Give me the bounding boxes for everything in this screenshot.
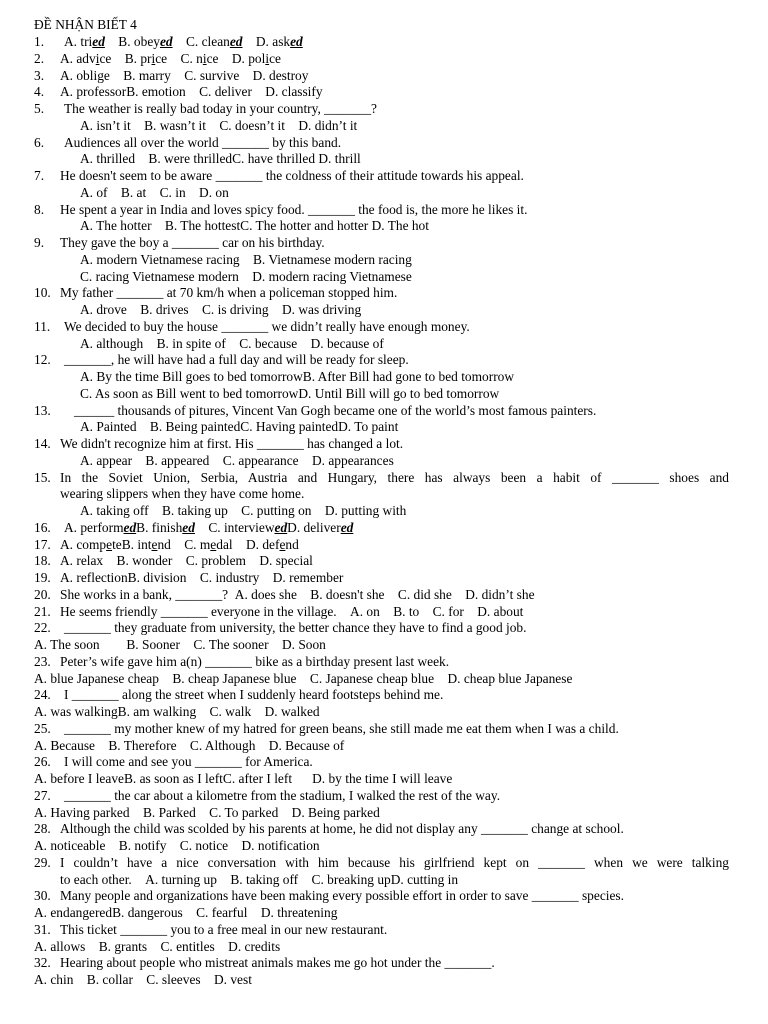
text-segment: A. was walkingB. am walking C. walk D. walked (34, 704, 320, 719)
answer-options-line (0, 486, 768, 503)
text-segment: nd C. m (157, 536, 211, 552)
answer-options-line (0, 704, 768, 721)
text-segment: ce C. n (155, 50, 203, 66)
question-number: 28. (34, 821, 51, 837)
question-line (0, 352, 768, 369)
question-line (0, 721, 768, 738)
question-number: 6. (34, 134, 45, 150)
question-number: 13. (34, 402, 51, 418)
text-segment: D. ask (242, 34, 291, 49)
text-segment: A. blue Japanese cheap B. cheap Japanese blue C. Japanese cheap blue D. cheap blue Japanese (34, 670, 573, 686)
question-line (0, 84, 768, 101)
options-text (80, 369, 514, 386)
answer-options-line (0, 419, 768, 436)
question-line (0, 955, 768, 972)
text-segment: A. professorB. emotion C. deliver D. classify (60, 84, 323, 100)
answer-options-line (0, 905, 768, 922)
question-number: 32. (34, 955, 51, 971)
question-text (60, 51, 281, 68)
text-segment: to each other. A. turning up B. taking off C. breaking upD. cutting in (60, 871, 459, 887)
question-line (0, 135, 768, 152)
question-number: 11. (34, 318, 51, 334)
text-segment: A. noticeable B. notify C. notice D. notification (34, 838, 320, 853)
text-segment: We decided to buy the house _______ we didn’t really have enough money. (64, 318, 470, 334)
question-line (0, 101, 768, 118)
answer-options-line (0, 218, 768, 235)
answer-options-line (0, 336, 768, 353)
question-text (64, 135, 341, 152)
question-text (60, 888, 624, 905)
text-segment: A. Painted B. Being paintedC. Having paintedD. To paint (80, 419, 399, 435)
question-text (64, 721, 619, 738)
question-line (0, 68, 768, 85)
question-number: 27. (34, 787, 51, 803)
answer-options-line (0, 503, 768, 520)
text-segment: He doesn't seem to be aware _______ the coldness of their attitude towards his appeal. (60, 168, 524, 183)
answer-options-line (0, 939, 768, 956)
text-segment: ce D. pol (206, 50, 266, 66)
question-line (0, 285, 768, 302)
emphasized-segment: ed (182, 519, 195, 535)
question-line (0, 922, 768, 939)
answer-options-line (0, 302, 768, 319)
text-segment: A. perform (64, 519, 124, 535)
question-text (60, 955, 495, 972)
text-segment: A. The soon B. Sooner C. The sooner D. Soon (34, 637, 326, 652)
answer-options-line (0, 771, 768, 788)
question-line (0, 51, 768, 68)
options-text (80, 252, 412, 269)
options-text (60, 872, 458, 889)
text-segment: A. taking off B. taking up C. putting on D. putting with (80, 503, 407, 518)
text-segment: I will come and see you _______ for America. (64, 754, 313, 770)
question-text (64, 101, 377, 118)
question-text (64, 687, 443, 704)
answer-options-line (0, 185, 768, 202)
text-segment: A. reflectionB. division C. industry D. remember (60, 570, 344, 585)
question-line (0, 570, 768, 587)
text-segment: ce B. pr (99, 50, 152, 66)
question-list (0, 34, 768, 989)
emphasized-segment: i (151, 50, 156, 66)
question-text (60, 470, 729, 487)
emphasized-segment: e (210, 536, 217, 552)
question-number: 12. (34, 352, 51, 368)
text-segment: A. although B. in spite of C. because D. because of (80, 335, 384, 351)
question-number: 18. (34, 553, 51, 569)
question-number: 20. (34, 586, 51, 602)
emphasized-segment: ed (159, 34, 173, 49)
options-text (34, 771, 452, 788)
options-text (80, 151, 361, 168)
question-line (0, 821, 768, 838)
text-segment: C. As soon as Bill went to bed tomorrowD. Until Bill will go to bed tomorrow (80, 385, 500, 401)
text-segment: A. endangeredB. dangerous C. fearful D. threatening (34, 905, 338, 920)
question-line (0, 436, 768, 453)
answer-options-line (0, 671, 768, 688)
question-text (60, 168, 524, 185)
emphasized-segment: ed (290, 34, 303, 49)
options-text (34, 738, 344, 755)
text-segment: C. clean (172, 34, 230, 49)
options-text (34, 704, 320, 721)
question-number: 22. (34, 620, 51, 636)
question-text (64, 520, 353, 537)
question-line (0, 620, 768, 637)
question-line (0, 319, 768, 336)
options-text (34, 805, 380, 822)
question-line (0, 788, 768, 805)
text-segment: D. deliver (287, 519, 341, 535)
question-text (64, 34, 303, 51)
question-number: 14. (34, 436, 51, 451)
question-number: 19. (34, 570, 51, 585)
question-text (60, 285, 397, 302)
answer-options-line (0, 838, 768, 855)
question-line (0, 470, 768, 487)
emphasized-segment: i (202, 50, 207, 66)
emphasized-segment: e (151, 536, 158, 552)
answer-options-line (0, 805, 768, 822)
question-text (60, 84, 323, 101)
answer-options-line (0, 369, 768, 386)
question-text (64, 788, 500, 805)
text-segment: B. finish (136, 519, 183, 535)
question-text (64, 754, 313, 771)
question-number: 24. (34, 687, 51, 703)
text-segment: In the Soviet Union, Serbia, Austria and Hungary, there has always been a habit of _______ shoes and (60, 469, 729, 485)
question-text (64, 352, 409, 369)
text-segment: A. of B. at C. in D. on (80, 184, 229, 200)
text-segment: ce (269, 50, 281, 66)
question-number: 4. (34, 84, 45, 100)
emphasized-segment: i (95, 50, 100, 66)
answer-options-line (0, 118, 768, 135)
question-number: 25. (34, 720, 51, 736)
text-segment: _______ they graduate from university, the better chance they have to find a good job. (64, 620, 527, 636)
options-text (80, 269, 412, 286)
emphasized-segment: ed (229, 34, 243, 49)
text-segment: A. Because B. Therefore C. Although D. Because of (34, 737, 345, 753)
question-line (0, 654, 768, 671)
options-text (80, 218, 429, 235)
text-segment: _______ my mother knew of my hatred for green beans, she still made me eat them when I was a child. (64, 720, 619, 736)
text-segment: _______ the car about a kilometre from the stadium, I walked the rest of the way. (64, 787, 501, 803)
question-line (0, 537, 768, 554)
question-text (64, 319, 470, 336)
text-segment: A. comp (60, 536, 107, 552)
text-segment: Peter’s wife gave him a(n) _______ bike as a birthday present last week. (60, 653, 450, 669)
answer-options-line (0, 252, 768, 269)
question-text (60, 604, 523, 621)
text-segment: C. interview (194, 519, 275, 535)
emphasized-segment: i (265, 50, 270, 66)
text-segment: A. before I leaveB. as soon as I leftC. after I left D. by the time I will leave (34, 771, 453, 786)
text-segment: A. modern Vietnamese racing B. Vietnamese modern racing (80, 251, 412, 267)
answer-options-line (0, 269, 768, 286)
question-number: 7. (34, 168, 45, 183)
question-text (60, 587, 535, 604)
question-line (0, 687, 768, 704)
answer-options-line (0, 637, 768, 654)
text-segment: wearing slippers when they have come home. (60, 486, 305, 502)
question-number: 21. (34, 603, 51, 619)
options-text (34, 972, 252, 989)
question-text (60, 436, 403, 453)
question-number: 1. (34, 34, 45, 49)
question-line (0, 235, 768, 252)
answer-options-line (0, 738, 768, 755)
text-segment: A. appear B. appeared C. appearance D. appearances (80, 452, 394, 468)
text-segment: A. relax B. wonder C. problem D. special (60, 553, 313, 569)
page-title: ĐỀ NHẬN BIẾT 4 (34, 17, 137, 32)
options-text (80, 503, 406, 520)
answer-options-line (0, 872, 768, 889)
text-segment: I _______ along the street when I suddenly heard footsteps behind me. (64, 687, 444, 703)
question-number: 30. (34, 888, 51, 904)
question-number: 8. (34, 201, 45, 217)
question-text (60, 68, 308, 85)
question-line (0, 604, 768, 621)
text-segment: We didn't recognize him at first. His _______ has changed a lot. (60, 436, 404, 451)
text-segment: A. The hotter B. The hottestC. The hotter and hotter D. The hot (80, 218, 429, 234)
text-segment: Although the child was scolded by his parents at home, he did not display any _______ change at school. (60, 821, 624, 837)
options-text (80, 118, 357, 135)
question-text (60, 922, 387, 939)
text-segment: A. oblige B. marry C. survive D. destroy (60, 67, 309, 83)
text-segment: _______, he will have had a full day and will be ready for sleep. (64, 352, 409, 368)
text-segment: I couldn’t have a nice conversation with him because his girlfriend kept on _______ when we were talking (60, 854, 729, 870)
text-segment: She works in a bank, _______? A. does she B. doesn't she C. did she D. didn’t she (60, 586, 535, 602)
emphasized-segment: e (106, 536, 113, 552)
question-number: 17. (34, 536, 51, 552)
options-text (80, 453, 394, 470)
text-segment: This ticket _______ you to a free meal in our new restaurant. (60, 921, 388, 937)
text-segment: teB. int (112, 536, 152, 552)
text-segment: dal D. def (216, 536, 280, 552)
question-text (74, 403, 596, 420)
emphasized-segment: ed (92, 34, 105, 49)
options-text (34, 671, 572, 688)
question-number: 26. (34, 754, 51, 770)
question-number: 5. (34, 101, 45, 116)
question-line (0, 520, 768, 537)
text-segment: A. Having parked B. Parked C. To parked D. Being parked (34, 804, 380, 820)
question-number: 16. (34, 519, 51, 535)
options-text (34, 939, 280, 956)
question-number: 9. (34, 235, 45, 250)
question-line (0, 553, 768, 570)
question-text (60, 821, 624, 838)
text-segment: The weather is really bad today in your country, _______? (64, 101, 377, 116)
text-segment: A. adv (60, 50, 96, 66)
text-segment: He spent a year in India and loves spicy food. _______ the food is, the more he likes it. (60, 201, 528, 217)
question-text (60, 855, 729, 872)
options-text (80, 336, 384, 353)
text-segment: He seems friendly _______ everyone in the village. A. on B. to C. for D. about (60, 603, 524, 619)
text-segment: ______ thousands of pitures, Vincent Van Gogh became one of the world’s most famous painters. (74, 402, 597, 418)
question-text (60, 235, 325, 252)
question-line (0, 202, 768, 219)
text-segment: They gave the boy a _______ car on his birthday. (60, 235, 325, 250)
options-text (80, 185, 229, 202)
emphasized-segment: e (279, 536, 286, 552)
answer-options-line (0, 386, 768, 403)
text-segment: A. thrilled B. were thrilledC. have thrilled D. thrill (80, 151, 361, 167)
text-segment: Audiences all over the world _______ by this band. (64, 134, 342, 150)
text-segment: Many people and organizations have been making every possible effort in order to save _______ species. (60, 888, 624, 904)
text-segment: A. drove B. drives C. is driving D. was driving (80, 302, 362, 317)
text-segment: C. racing Vietnamese modern D. modern racing Vietnamese (80, 268, 412, 284)
question-number: 23. (34, 653, 51, 669)
text-segment: Hearing about people who mistreat animals makes me go hot under the _______. (60, 955, 495, 971)
question-text (60, 202, 527, 219)
options-text (80, 419, 398, 436)
text-segment: My father _______ at 70 km/h when a policeman stopped him. (60, 285, 398, 301)
question-line (0, 855, 768, 872)
text-segment: nd (285, 536, 299, 552)
text-segment: A. tri (64, 34, 93, 49)
question-line (0, 403, 768, 420)
question-text (60, 570, 343, 587)
question-number: 15. (34, 469, 51, 485)
question-line (0, 587, 768, 604)
question-text (60, 654, 449, 671)
question-line (0, 888, 768, 905)
text-segment: A. By the time Bill goes to bed tomorrowB. After Bill had gone to bed tomorrow (80, 369, 515, 384)
question-text (60, 553, 313, 570)
question-line (0, 34, 768, 51)
emphasized-segment: ed (340, 519, 354, 535)
text-segment: A. isn’t it B. wasn’t it C. doesn’t it D. didn’t it (80, 117, 358, 133)
question-number: 31. (34, 921, 51, 937)
question-line (0, 168, 768, 185)
text-segment: A. allows B. grants C. entitles D. credits (34, 938, 281, 954)
question-number: 3. (34, 67, 45, 83)
options-text (34, 838, 320, 855)
options-text (80, 302, 361, 319)
question-text (64, 620, 526, 637)
answer-options-line (0, 151, 768, 168)
options-text (80, 386, 499, 403)
question-line (0, 754, 768, 771)
question-number: 2. (34, 50, 45, 66)
question-number: 10. (34, 285, 51, 301)
options-text (60, 486, 304, 503)
options-text (34, 905, 337, 922)
emphasized-segment: ed (123, 519, 137, 535)
question-text (60, 537, 299, 554)
text-segment: B. obey (104, 34, 160, 49)
answer-options-line (0, 972, 768, 989)
answer-options-line (0, 453, 768, 470)
text-segment: A. chin B. collar C. sleeves D. vest (34, 972, 252, 987)
question-number: 29. (34, 854, 51, 870)
emphasized-segment: ed (274, 519, 288, 535)
options-text (34, 637, 326, 654)
